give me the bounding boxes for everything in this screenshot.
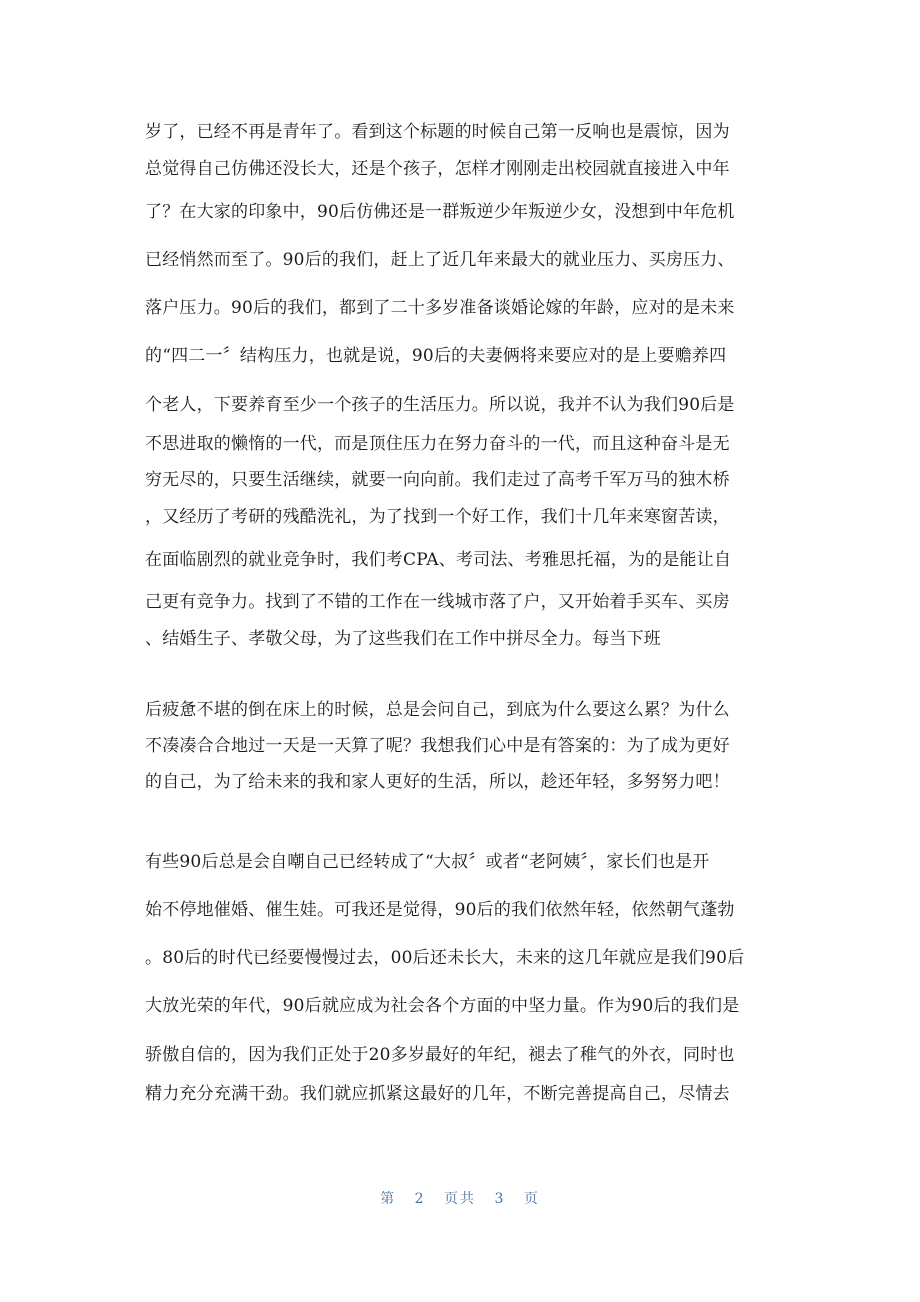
text-line: 大放光荣的年代，90后就应成为社会各个方面的中坚力量。作为90后的我们是 (145, 996, 740, 1016)
footer-current-page: 2 (414, 1191, 426, 1207)
text-line: 落户压力。90后的我们，都到了二十多岁准备谈婚论嫁的年龄，应对的是未来 (145, 298, 735, 318)
page-footer (0, 1188, 920, 1208)
footer-suffix: 页 (523, 1191, 540, 1207)
text-line: 、结婚生子、孝敬父母，为了这些我们在工作中拼尽全力。每当下班 (145, 629, 661, 649)
text-line: 不思进取的懒惰的一代，而是顶住压力在努力奋斗的一代，而且这种奋斗是无 (145, 434, 730, 454)
text-line: 后疲惫不堪的倒在床上的时候，总是会问自己，到底为什么要这么累？为什么 (145, 700, 730, 720)
text-line: 穷无尽的，只要生活继续，就要一向向前。我们走过了高考千军万马的独木桥 (145, 470, 730, 490)
text-line: 的“四二一〞结构压力，也就是说，90后的夫妻俩将来要应对的是上要赡养四 (145, 346, 727, 366)
footer-prefix: 第 (380, 1191, 397, 1207)
text-line: 骄傲自信的，因为我们正处于20多岁最好的年纪，褪去了稚气的外衣，同时也 (145, 1045, 735, 1065)
text-line: 有些90后总是会自嘲自己已经转成了“大叔〞或者“老阿姨〞，家长们也是开 (145, 852, 710, 872)
text-line: 。80后的时代已经要慢慢过去，00后还未长大，未来的这几年就应是我们90后 (145, 948, 745, 968)
text-line: 在面临剧烈的就业竞争时，我们考CPA、考司法、考雅思托福，为的是能让自 (145, 550, 732, 570)
text-line: 总觉得自己仿佛还没长大，还是个孩子，怎样才刚刚走出校园就直接进入中年 (145, 159, 730, 179)
text-line: 不凑凑合合地过一天是一天算了呢？我想我们心中是有答案的：为了成为更好 (145, 736, 730, 756)
text-line: 精力充分充满干劲。我们就应抓紧这最好的几年，不断完善提高自己，尽情去 (145, 1084, 730, 1104)
text-line: 始不停地催婚、催生娃。可我还是觉得，90后的我们依然年轻，依然朝气蓬勃 (145, 900, 735, 920)
text-line: 个老人，下要养育至少一个孩子的生活压力。所以说，我并不认为我们90后是 (145, 395, 735, 415)
text-line: 已经悄然而至了。90后的我们，赶上了近几年来最大的就业压力、买房压力、 (145, 250, 735, 270)
footer-middle: 页共 (444, 1191, 476, 1207)
footer-total-pages: 3 (494, 1191, 506, 1207)
text-line: 的自己，为了给未来的我和家人更好的生活，所以，趁还年轻，多努努力吧！ (145, 772, 730, 792)
text-line: 岁了，已经不再是青年了。看到这个标题的时候自己第一反响也是震惊，因为 (145, 122, 730, 142)
text-line: ，又经历了考研的残酷洗礼，为了找到一个好工作，我们十几年来寒窗苦读， (145, 507, 730, 527)
text-line: 了？在大家的印象中，90后仿佛还是一群叛逆少年叛逆少女，没想到中年危机 (145, 202, 735, 222)
text-line: 己更有竞争力。找到了不错的工作在一线城市落了户，又开始着手买车、买房 (145, 592, 730, 612)
